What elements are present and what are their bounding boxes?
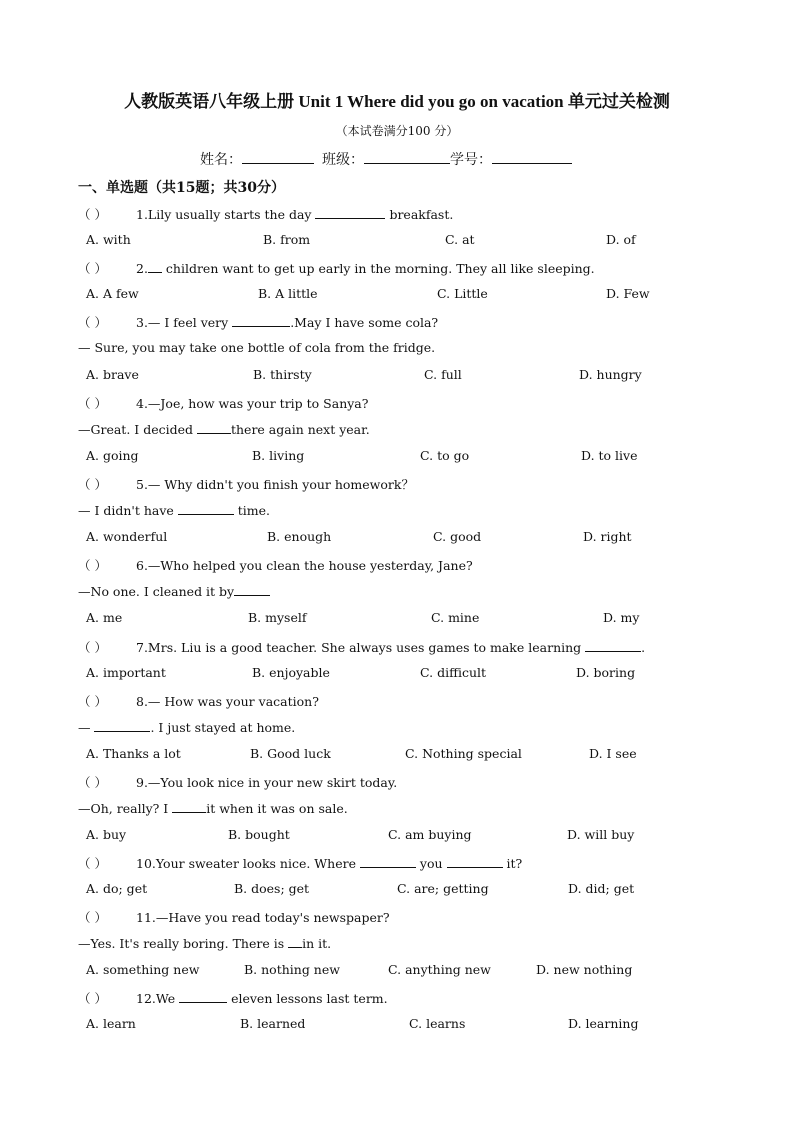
blank [148,260,162,273]
option-c[interactable]: C. at [445,232,475,247]
option-a[interactable]: A. learn [86,1016,136,1031]
question-5: （ ） 5.— Why didn't you finish your homework？ [78,477,414,492]
blank [447,855,503,868]
option-c[interactable]: C. anything new [388,962,491,977]
answer-paren[interactable]: （ ） [78,477,107,492]
option-b[interactable]: B. bought [228,827,290,842]
option-a[interactable]: A. going [86,448,139,463]
number-label: 学号： [450,152,492,168]
option-a[interactable]: A. do; get [86,881,148,896]
option-b[interactable]: B. A little [258,286,318,301]
name-field[interactable] [242,149,314,164]
answer-paren[interactable]: （ ） [78,261,107,276]
option-b[interactable]: B. enjoyable [252,665,330,680]
option-d[interactable]: D. right [583,529,632,544]
answer-paren[interactable]: （ ） [78,315,107,330]
blank [197,421,231,434]
class-field[interactable] [364,149,450,164]
option-c[interactable]: C. am buying [388,827,472,842]
option-c[interactable]: C. difficult [420,665,487,680]
option-a[interactable]: A. buy [86,827,127,842]
question-4: （ ） 4.—Joe, how was your trip to Sanya? [78,396,369,411]
section-heading: 一、单选题（共15题；共30分） [78,180,285,196]
option-c[interactable]: C. mine [431,610,480,625]
option-d[interactable]: D. to live [581,448,638,463]
question-3: （ ） 3.— I feel very .May I have some cola? [78,315,439,330]
answer-paren[interactable]: （ ） [78,396,107,411]
option-d[interactable]: D. will buy [567,827,635,842]
blank [360,855,416,868]
question-6: （ ） 6.—Who helped you clean the house yesterday, Jane? [78,558,473,573]
question-10: （ ） 10.Your sweater looks nice. Where you it? [78,856,523,871]
option-d[interactable]: D. I see [589,746,637,761]
number-field[interactable] [492,149,572,164]
question-12: （ ） 12.We eleven lessons last term. [78,991,388,1006]
question-4-line-2: —Great. I decided there again next year. [78,422,370,437]
question-9-line-2: —Oh, really? I it when it was on sale. [78,801,348,816]
student-info [200,149,572,169]
option-a[interactable]: A. me [86,610,123,625]
blank [94,719,150,732]
question-1: （ ） 1.Lily usually starts the day breakfast. [78,207,454,222]
option-c[interactable]: C. to go [420,448,470,463]
option-a[interactable]: A. important [86,665,166,680]
answer-paren[interactable]: （ ） [78,991,107,1006]
option-d[interactable]: D. hungry [579,367,642,382]
option-c[interactable]: C. good [433,529,482,544]
blank [232,314,290,327]
option-d[interactable]: D. boring [576,665,636,680]
answer-paren[interactable]: （ ） [78,694,107,709]
answer-paren[interactable]: （ ） [78,207,107,222]
option-c[interactable]: C. learns [409,1016,466,1031]
blank [178,502,234,515]
option-c[interactable]: C. are; getting [397,881,489,896]
answer-paren[interactable]: （ ） [78,640,107,655]
question-5-line-2: — I didn't have time. [78,503,271,518]
question-8: （ ） 8.— How was your vacation? [78,694,319,709]
option-d[interactable]: D. new nothing [536,962,633,977]
question-8-line-2: — . I just stayed at home. [78,720,296,735]
option-a[interactable]: A. A few [86,286,139,301]
class-label: 班级： [322,152,364,168]
option-d[interactable]: D. learning [568,1016,639,1031]
question-11: （ ） 11.—Have you read today's newspaper? [78,910,390,925]
option-a[interactable]: A. with [86,232,131,247]
blank [288,935,302,948]
option-b[interactable]: B. learned [240,1016,306,1031]
question-11-line-2: —Yes. It's really boring. There is in it. [78,936,332,951]
answer-paren[interactable]: （ ） [78,910,107,925]
option-b[interactable]: B. living [252,448,305,463]
option-a[interactable]: A. brave [86,367,139,382]
option-b[interactable]: B. from [263,232,311,247]
blank [315,206,385,219]
score-note: （本试卷满分100 分） [335,124,459,138]
blank [234,583,270,596]
option-c[interactable]: C. Little [437,286,488,301]
question-6-line-2: —No one. I cleaned it by [78,583,270,599]
blank [179,990,227,1003]
option-b[interactable]: B. does; get [234,881,310,896]
option-a[interactable]: A. Thanks a lot [86,746,181,761]
option-b[interactable]: B. nothing new [244,962,340,977]
answer-paren[interactable]: （ ） [78,775,107,790]
answer-paren[interactable]: （ ） [78,558,107,573]
option-d[interactable]: D. of [606,232,636,247]
question-9: （ ） 9.—You look nice in your new skirt today. [78,775,398,790]
name-label: 姓名： [200,152,242,168]
option-c[interactable]: C. full [424,367,462,382]
answer-paren[interactable]: （ ） [78,856,107,871]
blank [585,639,641,652]
option-b[interactable]: B. myself [248,610,307,625]
option-c[interactable]: C. Nothing special [405,746,522,761]
option-a[interactable]: A. wonderful [86,529,168,544]
question-3-line-2: — Sure, you may take one bottle of cola from the fridge. [78,340,436,355]
option-d[interactable]: D. Few [606,286,650,301]
option-b[interactable]: B. thirsty [253,367,312,382]
question-2: （ ） 2. children want to get up early in the morning. They all like sleeping. [78,261,595,276]
option-d[interactable]: D. did; get [568,881,635,896]
blank [172,800,206,813]
option-b[interactable]: B. Good luck [250,746,331,761]
page-title: 人教版英语八年级上册 Unit 1 Where did you go on vacation 单元过关检测 [124,92,670,111]
option-d[interactable]: D. my [603,610,640,625]
option-a[interactable]: A. something new [86,962,200,977]
question-7: （ ） 7.Mrs. Liu is a good teacher. She always uses games to make learning . [78,640,646,655]
option-b[interactable]: B. enough [267,529,332,544]
